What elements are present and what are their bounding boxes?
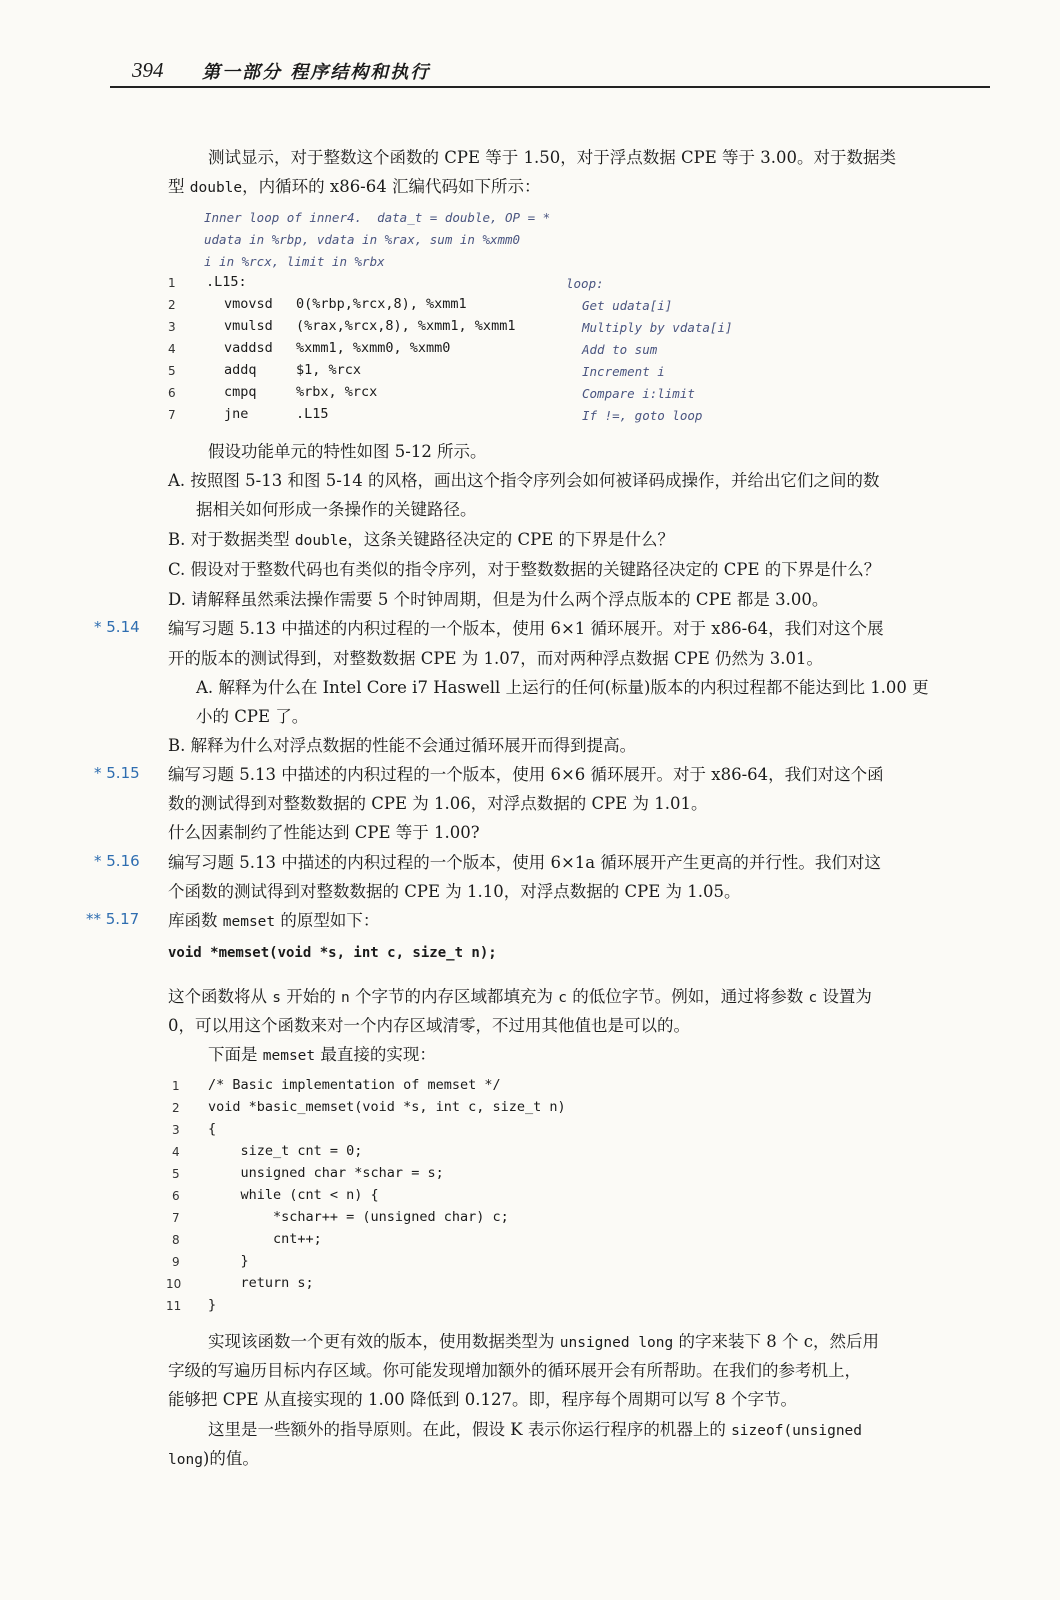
memset-desc-line-1: 这个函数将从 s 开始的 n 个字节的内存区域都填充为 c 的低位字节。例如，通过将参数 c 设置为 bbox=[168, 987, 872, 1006]
intro-line-2: 型 double，内循环的 x86-64 汇编代码如下所示： bbox=[168, 177, 541, 196]
memset-prototype: void *memset(void *s, int c, size_t n); bbox=[168, 945, 497, 961]
exercise-514-text: 开的版本的测试得到，对整数数据 CPE 为 1.07，而对两种浮点数据 CPE 仍然为 3.01。 bbox=[168, 649, 823, 668]
exercise-517-text: 库函数 memset 的原型如下： bbox=[168, 911, 380, 930]
after-para-line-3: 能够把 CPE 从直接实现的 1.00 降低到 0.127。即，程序每个周期可以写 8 个字节。 bbox=[168, 1390, 797, 1409]
exercise-515-text: 数的测试得到对整数数据的 CPE 为 1.06，对浮点数据的 CPE 为 1.01。 bbox=[168, 794, 708, 813]
question-b: B. 对于数据类型 double，这条关键路径决定的 CPE 的下界是什么？ bbox=[168, 530, 675, 549]
memset-desc-line-2: 0，可以用这个函数来对一个内存区域清零，不过用其他值也是可以的。 bbox=[168, 1016, 690, 1035]
question-c: C. 假设对于整数代码也有类似的指令序列，对于整数数据的关键路径决定的 CPE 的下界是什么？ bbox=[168, 560, 881, 579]
exercise-514-text: 编写习题 5.13 中描述的内积过程的一个版本，使用 6×1 循环展开。对于 x86-64，我们对这个展 bbox=[168, 619, 884, 638]
question-a: A. 按照图 5-13 和图 5-14 的风格，画出这个指令序列会如何被译码成操作，并给出它们之间的数 bbox=[168, 471, 880, 490]
exercise-514-b: B. 解释为什么对浮点数据的性能不会通过循环展开而得到提高。 bbox=[168, 736, 637, 755]
intro-line-1: 测试显示，对于整数这个函数的 CPE 等于 1.50，对于浮点数据 CPE 等于 3.00。对于数据类 bbox=[208, 148, 896, 167]
exercise-number: * 5.15 bbox=[94, 764, 140, 782]
asm-header-comment: udata in %rbp, vdata in %rax, sum in %xmm0 bbox=[204, 232, 521, 247]
guidelines-line-2: long)的值。 bbox=[168, 1449, 259, 1468]
exercise-number: * 5.16 bbox=[94, 852, 140, 870]
question-a-cont: 据相关如何形成一条操作的关键路径。 bbox=[196, 500, 477, 519]
question-d: D. 请解释虽然乘法操作需要 5 个时钟周期，但是为什么两个浮点版本的 CPE 都是 3.00。 bbox=[168, 590, 829, 609]
exercise-514-a: A. 解释为什么在 Intel Core i7 Haswell 上运行的任何(标量)版本的内积过程都不能达到比 1.00 更 bbox=[196, 678, 929, 697]
page-number: 394 bbox=[132, 58, 164, 82]
asm-header-comment: Inner loop of inner4. data_t = double, OP = * bbox=[204, 210, 551, 225]
running-header bbox=[110, 52, 990, 88]
exercise-515-text: 编写习题 5.13 中描述的内积过程的一个版本，使用 6×6 循环展开。对于 x86-64，我们对这个函 bbox=[168, 765, 884, 784]
exercise-516-text: 编写习题 5.13 中描述的内积过程的一个版本，使用 6×1a 循环展开产生更高的并行性。我们对这 bbox=[168, 853, 881, 872]
exercise-516-text: 个函数的测试得到对整数数据的 CPE 为 1.10，对浮点数据的 CPE 为 1.05。 bbox=[168, 882, 741, 901]
chapter-title: 第一部分 程序结构和执行 bbox=[202, 62, 431, 83]
exercise-515-text: 什么因素制约了性能达到 CPE 等于 1.00? bbox=[168, 823, 480, 842]
guidelines-line-1: 这里是一些额外的指导原则。在此，假设 K 表示你运行程序的机器上的 sizeof(unsigned bbox=[208, 1420, 863, 1439]
after-para-line-1: 实现该函数一个更有效的版本，使用数据类型为 unsigned long 的字来装下 8 个 c，然后用 bbox=[208, 1332, 879, 1351]
exercise-514-a-cont: 小的 CPE 了。 bbox=[196, 707, 309, 726]
after-para-line-2: 字级的写遍历目标内存区域。你可能发现增加额外的循环展开会有所帮助。在我们的参考机上， bbox=[168, 1361, 861, 1380]
memset-intro: 下面是 memset 最直接的实现： bbox=[208, 1045, 436, 1064]
assumption-text: 假设功能单元的特性如图 5-12 所示。 bbox=[208, 442, 487, 461]
exercise-number: ** 5.17 bbox=[86, 910, 140, 928]
exercise-number: * 5.14 bbox=[94, 618, 140, 636]
asm-header-comment: i in %rcx, limit in %rbx bbox=[204, 254, 385, 269]
